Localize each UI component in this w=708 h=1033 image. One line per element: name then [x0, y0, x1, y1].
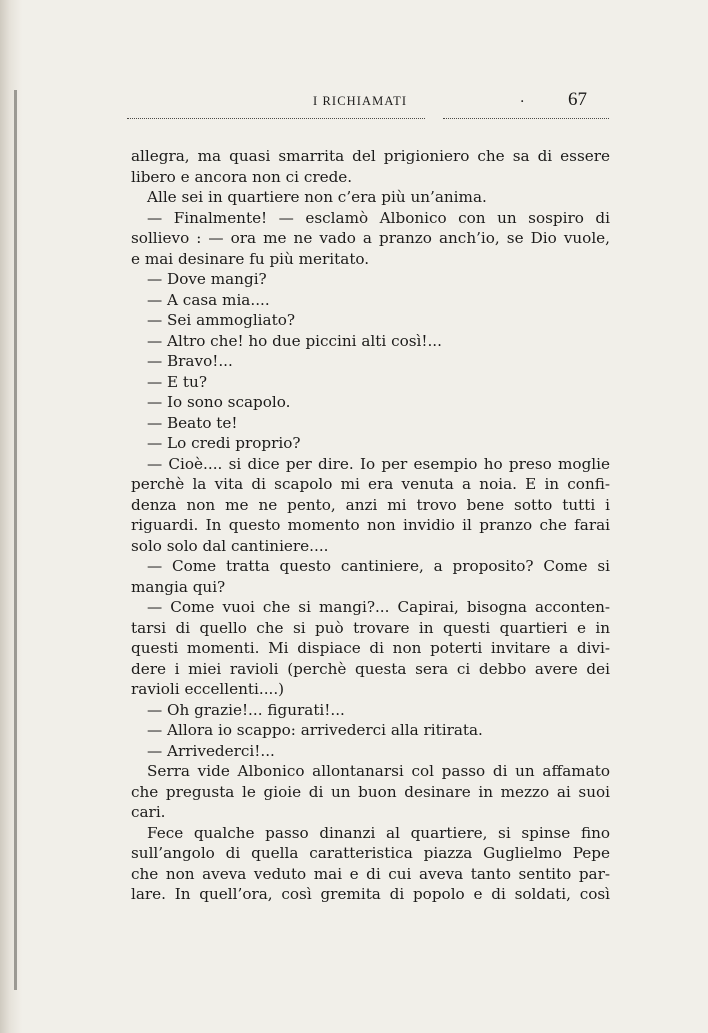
- text-line: mangia qui?: [131, 577, 226, 596]
- text-line: — Arrivederci!...: [147, 741, 275, 760]
- body-text: [131, 146, 610, 905]
- running-title: I RICHIAMATI: [313, 94, 408, 108]
- page-header: [127, 88, 609, 112]
- text-line: — Beato te!: [147, 413, 238, 432]
- text-line: — Oh grazie!... figurati!...: [147, 700, 345, 719]
- text-line: — Come vuoi che si mangi?... Capirai, bisogna acconten-: [147, 598, 610, 616]
- text-line: Fece qualche passo dinanzi al quartiere, si spinse fino: [147, 823, 610, 842]
- page-number: 67: [568, 89, 587, 110]
- text-line: — Sei ammogliato?: [147, 311, 295, 329]
- header-rule-left: [127, 118, 425, 119]
- text-line: Serra vide Albonico allontanarsi col passo di un affamato: [147, 762, 610, 780]
- text-line: — Come tratta questo cantiniere, a proposito? Come si: [147, 557, 610, 575]
- text-line: — Cioè.... si dice per dire. Io per esempio ho preso moglie: [147, 454, 610, 473]
- text-line: tarsi di quello che si può trovare in questi quartieri e in: [131, 618, 610, 637]
- text-line: ravioli eccellenti....): [131, 680, 285, 698]
- text-line: — Io sono scapolo.: [147, 393, 291, 411]
- text-line: sollievo : — ora me ne vado a pranzo anch’io, se Dio vuole,: [131, 229, 610, 247]
- text-line: perchè la vita di scapolo mi era venuta a noia. E in confi-: [131, 475, 610, 493]
- binding-line: [14, 90, 17, 990]
- text-line: Alle sei in quartiere non c’era più un’anima.: [147, 188, 487, 206]
- text-line: — Finalmente! — esclamò Albonico con un sospiro di: [147, 208, 610, 227]
- text-line: denza non me ne pento, anzi mi trovo bene sotto tutti i: [131, 495, 610, 514]
- text-line: — Lo credi proprio?: [147, 434, 301, 452]
- text-line: — Dove mangi?: [147, 270, 267, 288]
- text-line: dere i miei ravioli (perchè questa sera ci debbo avere dei: [131, 659, 610, 678]
- text-line: — E tu?: [147, 372, 207, 391]
- text-line: allegra, ma quasi smarrita del prigioniero che sa di essere: [131, 147, 610, 165]
- text-line: — Bravo!...: [147, 352, 233, 370]
- page-edge-shadow: [0, 0, 22, 1033]
- text-line: — Altro che! ho due piccini alti così!...: [147, 331, 442, 350]
- text-line: e mai desinare fu più meritato.: [131, 249, 370, 268]
- text-line: riguardi. In questo momento non invidio il pranzo che farai: [131, 516, 610, 534]
- text-line: libero e ancora non ci crede.: [131, 167, 353, 186]
- text-line: questi momenti. Mi dispiace di non poterti invitare a divi-: [131, 639, 610, 657]
- header-dot: ·: [520, 94, 525, 110]
- text-line: — Allora io scappo: arrivederci alla ritirata.: [147, 721, 483, 739]
- text-line: lare. In quell’ora, così gremita di popolo e di soldati, così: [131, 885, 610, 903]
- text-line: solo solo dal cantiniere....: [131, 536, 329, 555]
- header-rule-right: [443, 118, 609, 119]
- text-line: cari.: [131, 803, 166, 821]
- text-line: che non aveva veduto mai e di cui aveva tanto sentito par-: [131, 864, 610, 883]
- text-line: — A casa mia....: [147, 290, 270, 309]
- text-line: che pregusta le gioie di un buon desinare in mezzo ai suoi: [131, 782, 610, 801]
- text-line: sull’angolo di quella caratteristica piazza Guglielmo Pepe: [131, 844, 610, 862]
